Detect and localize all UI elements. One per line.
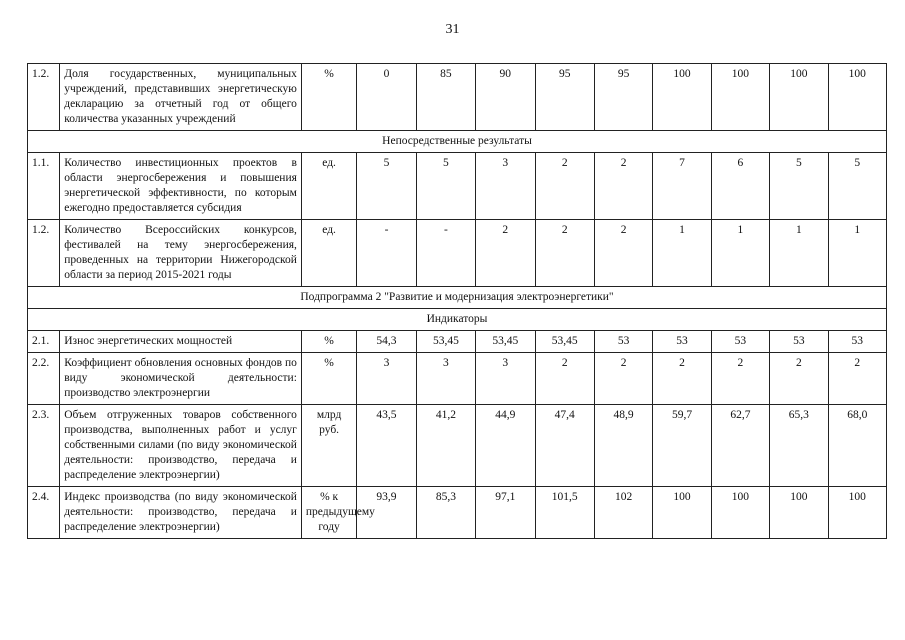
row-number: 1.2. xyxy=(28,64,60,131)
unit-cell: % к предыдущему году xyxy=(301,487,356,539)
value-cell: 100 xyxy=(828,487,886,539)
indicator-name: Индекс производства (по виду экономической деятельности: производство, передача и распределение электроэнергии) xyxy=(60,487,302,539)
value-cell: 5 xyxy=(828,153,886,220)
table-row xyxy=(28,64,887,131)
section-title: Индикаторы xyxy=(28,309,887,331)
section-title: Подпрограмма 2 "Развитие и модернизация электроэнергетики" xyxy=(28,287,887,309)
value-cell: 2 xyxy=(828,353,886,405)
value-cell: 65,3 xyxy=(770,405,828,487)
value-cell: 62,7 xyxy=(711,405,769,487)
value-cell: - xyxy=(357,220,416,287)
value-cell: 2 xyxy=(711,353,769,405)
table-row xyxy=(28,405,887,487)
value-cell: 53,45 xyxy=(535,331,594,353)
value-cell: 100 xyxy=(828,64,886,131)
value-cell: 41,2 xyxy=(416,405,475,487)
page-number: 31 xyxy=(445,22,460,37)
value-cell: 3 xyxy=(476,353,535,405)
value-cell: 53 xyxy=(770,331,828,353)
indicator-name: Количество инвестиционных проектов в области энергосбережения и повышения энергетической эффективности, по которым ежегодно предоставляется субсидия xyxy=(60,153,302,220)
value-cell: 5 xyxy=(416,153,475,220)
value-cell: 102 xyxy=(594,487,652,539)
value-cell: 100 xyxy=(711,64,769,131)
section-row xyxy=(28,131,887,153)
value-cell: 53 xyxy=(653,331,711,353)
value-cell: 53 xyxy=(711,331,769,353)
value-cell: 44,9 xyxy=(476,405,535,487)
value-cell: 2 xyxy=(594,153,652,220)
value-cell: 100 xyxy=(653,487,711,539)
value-cell: 43,5 xyxy=(357,405,416,487)
row-number: 1.1. xyxy=(28,153,60,220)
value-cell: 93,9 xyxy=(357,487,416,539)
value-cell: 68,0 xyxy=(828,405,886,487)
value-cell: 2 xyxy=(535,153,594,220)
value-cell: 59,7 xyxy=(653,405,711,487)
indicator-name: Доля государственных, муниципальных учреждений, представивших энергетическую декларацию за отчетный год от общего количества указанных учреждений xyxy=(60,64,302,131)
table-body xyxy=(28,64,887,539)
value-cell: 1 xyxy=(828,220,886,287)
value-cell: 53,45 xyxy=(416,331,475,353)
value-cell: 1 xyxy=(770,220,828,287)
value-cell: 90 xyxy=(476,64,535,131)
table-row xyxy=(28,487,887,539)
value-cell: 53 xyxy=(828,331,886,353)
value-cell: 7 xyxy=(653,153,711,220)
value-cell: 2 xyxy=(770,353,828,405)
value-cell: 48,9 xyxy=(594,405,652,487)
value-cell: 85 xyxy=(416,64,475,131)
value-cell: 2 xyxy=(653,353,711,405)
row-number: 1.2. xyxy=(28,220,60,287)
section-row xyxy=(28,309,887,331)
indicator-name: Коэффициент обновления основных фондов по виду экономической деятельности: производство электроэнергии xyxy=(60,353,302,405)
value-cell: 101,5 xyxy=(535,487,594,539)
indicator-name: Количество Всероссийских конкурсов, фестивалей на тему энергосбережения, проведенных на территории Нижегородской области за период 2015-2021 годы xyxy=(60,220,302,287)
value-cell: 3 xyxy=(357,353,416,405)
value-cell: 100 xyxy=(711,487,769,539)
value-cell: 0 xyxy=(357,64,416,131)
value-cell: 3 xyxy=(476,153,535,220)
unit-cell: млрд руб. xyxy=(301,405,356,487)
unit-cell: ед. xyxy=(301,153,356,220)
indicator-name: Износ энергетических мощностей xyxy=(60,331,302,353)
row-number: 2.4. xyxy=(28,487,60,539)
value-cell: 2 xyxy=(594,353,652,405)
value-cell: 95 xyxy=(594,64,652,131)
unit-cell: % xyxy=(301,331,356,353)
value-cell: 100 xyxy=(770,487,828,539)
row-number: 2.1. xyxy=(28,331,60,353)
value-cell: 2 xyxy=(535,353,594,405)
value-cell: 2 xyxy=(594,220,652,287)
value-cell: 1 xyxy=(653,220,711,287)
value-cell: 2 xyxy=(535,220,594,287)
table-row xyxy=(28,220,887,287)
value-cell: 2 xyxy=(476,220,535,287)
value-cell: 6 xyxy=(711,153,769,220)
value-cell: 47,4 xyxy=(535,405,594,487)
value-cell: 53 xyxy=(594,331,652,353)
unit-cell: % xyxy=(301,353,356,405)
indicators-table xyxy=(27,63,887,539)
table-row xyxy=(28,353,887,405)
value-cell: 53,45 xyxy=(476,331,535,353)
value-cell: 97,1 xyxy=(476,487,535,539)
table-row xyxy=(28,331,887,353)
value-cell: 100 xyxy=(770,64,828,131)
value-cell: 1 xyxy=(711,220,769,287)
value-cell: 85,3 xyxy=(416,487,475,539)
value-cell: 5 xyxy=(770,153,828,220)
value-cell: 100 xyxy=(653,64,711,131)
row-number: 2.2. xyxy=(28,353,60,405)
row-number: 2.3. xyxy=(28,405,60,487)
value-cell: 95 xyxy=(535,64,594,131)
table-row xyxy=(28,153,887,220)
indicator-name: Объем отгруженных товаров собственного производства, выполненных работ и услуг собственными силами (по виду экономической деятельности: производство, передача и распределение электроэнергии) xyxy=(60,405,302,487)
value-cell: 3 xyxy=(416,353,475,405)
value-cell: - xyxy=(416,220,475,287)
value-cell: 54,3 xyxy=(357,331,416,353)
value-cell: 5 xyxy=(357,153,416,220)
section-row xyxy=(28,287,887,309)
unit-cell: ед. xyxy=(301,220,356,287)
unit-cell: % xyxy=(301,64,356,131)
section-title: Непосредственные результаты xyxy=(28,131,887,153)
